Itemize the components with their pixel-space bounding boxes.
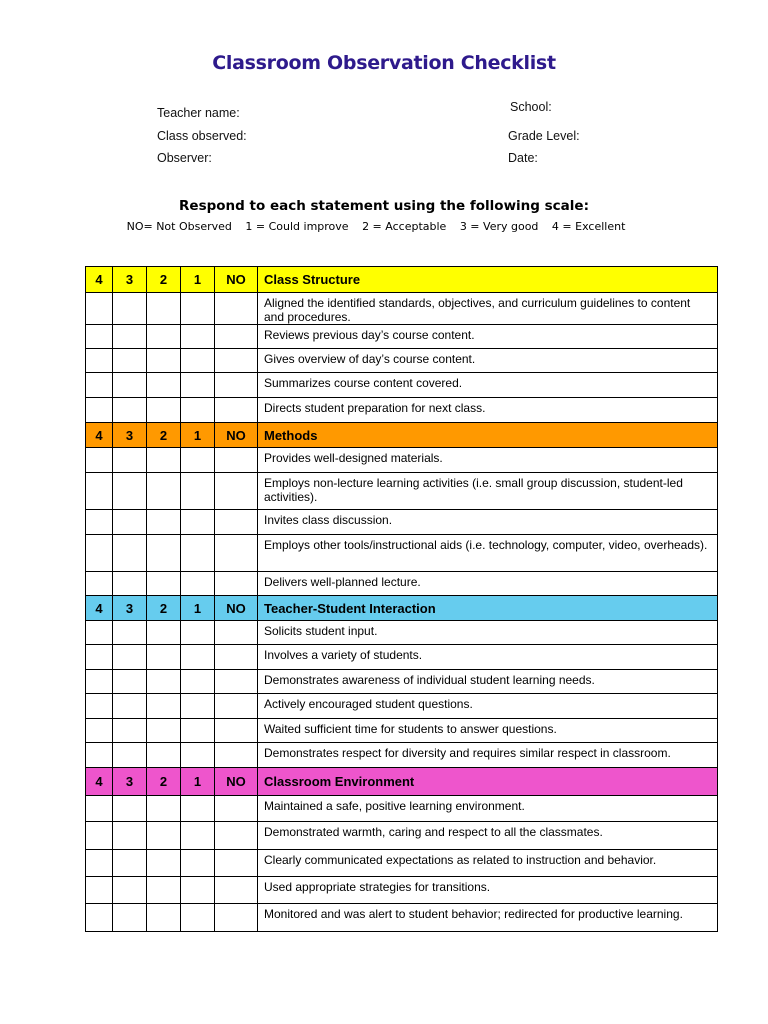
scale-heading: Respond to each statement using the following scale:: [179, 198, 589, 214]
rating-cell[interactable]: [181, 473, 215, 510]
rating-cell[interactable]: [181, 850, 215, 877]
checklist-row: [86, 670, 718, 694]
rating-cell[interactable]: [215, 535, 258, 572]
scale-item: 1 = Could improve: [245, 220, 349, 233]
scale-item: NO= Not Observed: [126, 220, 232, 233]
checklist-statement: Demonstrates respect for diversity and requires similar respect in classroom.: [258, 743, 718, 768]
rating-cell[interactable]: [86, 510, 113, 535]
rating-column-header: NO: [215, 423, 258, 448]
rating-cell[interactable]: [113, 743, 147, 768]
rating-column-header: 4: [86, 768, 113, 796]
section-header-row: [86, 768, 718, 796]
grade-level-label: Grade Level:: [508, 129, 580, 143]
rating-cell[interactable]: [113, 293, 147, 325]
section-header-row: [86, 423, 718, 448]
teacher-name-label: Teacher name:: [157, 106, 240, 120]
checklist-statement: Involves a variety of students.: [258, 645, 718, 670]
rating-cell[interactable]: [113, 645, 147, 670]
rating-cell[interactable]: [147, 510, 181, 535]
rating-cell[interactable]: [147, 398, 181, 423]
rating-cell[interactable]: [181, 621, 215, 645]
rating-cell[interactable]: [86, 621, 113, 645]
rating-cell[interactable]: [86, 325, 113, 349]
observer-label: Observer:: [157, 151, 212, 165]
rating-cell[interactable]: [147, 645, 181, 670]
rating-cell[interactable]: [215, 694, 258, 719]
rating-cell[interactable]: [181, 645, 215, 670]
rating-cell[interactable]: [113, 325, 147, 349]
section-header-row: [86, 596, 718, 621]
rating-cell[interactable]: [113, 719, 147, 743]
checklist-row: [86, 877, 718, 904]
rating-cell[interactable]: [215, 904, 258, 932]
date-label: Date:: [508, 151, 538, 165]
rating-cell[interactable]: [181, 448, 215, 473]
rating-cell[interactable]: [113, 572, 147, 596]
rating-column-header: 1: [181, 596, 215, 621]
rating-cell[interactable]: [113, 473, 147, 510]
rating-cell[interactable]: [181, 796, 215, 822]
rating-cell[interactable]: [215, 796, 258, 822]
rating-cell[interactable]: [181, 373, 215, 398]
section-title: Class Structure: [258, 267, 718, 293]
rating-cell[interactable]: [86, 670, 113, 694]
rating-column-header: 2: [147, 596, 181, 621]
checklist-statement: Demonstrated warmth, caring and respect to all the classmates.: [258, 822, 718, 850]
rating-cell[interactable]: [86, 535, 113, 572]
rating-cell[interactable]: [215, 670, 258, 694]
rating-cell[interactable]: [86, 373, 113, 398]
checklist-statement: Gives overview of day’s course content.: [258, 349, 718, 373]
checklist-statement: Clearly communicated expectations as related to instruction and behavior.: [258, 850, 718, 877]
rating-column-header: 3: [113, 768, 147, 796]
school-label: School:: [510, 100, 552, 114]
rating-column-header: 4: [86, 423, 113, 448]
rating-cell[interactable]: [113, 535, 147, 572]
checklist-row: [86, 325, 718, 349]
checklist-row: [86, 572, 718, 596]
checklist-row: [86, 535, 718, 572]
checklist-statement: Used appropriate strategies for transitions.: [258, 877, 718, 904]
checklist-row: [86, 904, 718, 932]
rating-cell[interactable]: [86, 645, 113, 670]
checklist-row: [86, 510, 718, 535]
checklist-row: [86, 621, 718, 645]
rating-cell[interactable]: [86, 850, 113, 877]
checklist-statement: Employs other tools/instructional aids (i.e. technology, computer, video, overheads).: [258, 535, 718, 572]
rating-cell[interactable]: [181, 398, 215, 423]
scale-item: 3 = Very good: [459, 220, 539, 233]
checklist-statement: Delivers well-planned lecture.: [258, 572, 718, 596]
rating-cell[interactable]: [181, 670, 215, 694]
checklist-statement: Directs student preparation for next class.: [258, 398, 718, 423]
rating-cell[interactable]: [215, 325, 258, 349]
checklist-row: [86, 473, 718, 510]
rating-cell[interactable]: [113, 349, 147, 373]
rating-column-header: 2: [147, 267, 181, 293]
rating-cell[interactable]: [113, 850, 147, 877]
rating-cell[interactable]: [215, 621, 258, 645]
scale-item: 2 = Acceptable: [362, 220, 447, 233]
rating-column-header: 4: [86, 267, 113, 293]
checklist-row: [86, 719, 718, 743]
scale-item: 4 = Excellent: [551, 220, 626, 233]
rating-cell[interactable]: [113, 877, 147, 904]
rating-cell[interactable]: [181, 293, 215, 325]
section-title: Classroom Environment: [258, 768, 718, 796]
rating-column-header: NO: [215, 596, 258, 621]
rating-column-header: 3: [113, 423, 147, 448]
checklist-statement: Employs non-lecture learning activities (i.e. small group discussion, student-led activities).: [258, 473, 718, 510]
rating-cell[interactable]: [113, 621, 147, 645]
rating-cell[interactable]: [215, 373, 258, 398]
rating-cell[interactable]: [181, 349, 215, 373]
rating-cell[interactable]: [86, 904, 113, 932]
rating-cell[interactable]: [147, 877, 181, 904]
rating-cell[interactable]: [86, 349, 113, 373]
rating-cell[interactable]: [181, 719, 215, 743]
rating-cell[interactable]: [215, 850, 258, 877]
rating-cell[interactable]: [113, 904, 147, 932]
rating-cell[interactable]: [86, 796, 113, 822]
rating-column-header: 3: [113, 267, 147, 293]
rating-column-header: 2: [147, 768, 181, 796]
observation-checklist-table: [85, 266, 718, 932]
rating-cell[interactable]: [86, 877, 113, 904]
checklist-row: [86, 448, 718, 473]
rating-cell[interactable]: [181, 535, 215, 572]
rating-cell[interactable]: [215, 293, 258, 325]
checklist-statement: Monitored and was alert to student behavior; redirected for productive learning.: [258, 904, 718, 932]
rating-cell[interactable]: [113, 510, 147, 535]
rating-cell[interactable]: [215, 822, 258, 850]
rating-cell[interactable]: [86, 448, 113, 473]
rating-cell[interactable]: [215, 448, 258, 473]
rating-cell[interactable]: [215, 719, 258, 743]
checklist-statement: Provides well-designed materials.: [258, 448, 718, 473]
section-header-row: [86, 267, 718, 293]
checklist-row: [86, 398, 718, 423]
rating-cell[interactable]: [215, 473, 258, 510]
rating-cell[interactable]: [86, 719, 113, 743]
rating-column-header: 2: [147, 423, 181, 448]
rating-cell[interactable]: [86, 293, 113, 325]
rating-cell[interactable]: [147, 349, 181, 373]
rating-cell[interactable]: [181, 822, 215, 850]
rating-cell[interactable]: [86, 694, 113, 719]
checklist-statement: Waited sufficient time for students to answer questions.: [258, 719, 718, 743]
rating-cell[interactable]: [181, 904, 215, 932]
rating-cell[interactable]: [181, 325, 215, 349]
checklist-row: [86, 349, 718, 373]
checklist-row: [86, 850, 718, 877]
rating-cell[interactable]: [215, 510, 258, 535]
rating-cell[interactable]: [86, 473, 113, 510]
rating-cell[interactable]: [215, 877, 258, 904]
rating-cell[interactable]: [147, 373, 181, 398]
checklist-statement: Solicits student input.: [258, 621, 718, 645]
rating-cell[interactable]: [113, 398, 147, 423]
rating-column-header: 1: [181, 768, 215, 796]
rating-cell[interactable]: [86, 572, 113, 596]
checklist-statement: Maintained a safe, positive learning environment.: [258, 796, 718, 822]
rating-cell[interactable]: [215, 572, 258, 596]
rating-cell[interactable]: [147, 572, 181, 596]
rating-cell[interactable]: [147, 796, 181, 822]
rating-cell[interactable]: [147, 448, 181, 473]
rating-cell[interactable]: [113, 670, 147, 694]
checklist-row: [86, 743, 718, 768]
checklist-row: [86, 796, 718, 822]
rating-cell[interactable]: [113, 448, 147, 473]
rating-cell[interactable]: [215, 645, 258, 670]
checklist-statement: Actively encouraged student questions.: [258, 694, 718, 719]
section-title: Methods: [258, 423, 718, 448]
rating-cell[interactable]: [147, 621, 181, 645]
rating-cell[interactable]: [147, 535, 181, 572]
rating-column-header: 1: [181, 267, 215, 293]
checklist-statement: Demonstrates awareness of individual student learning needs.: [258, 670, 718, 694]
section-title: Teacher-Student Interaction: [258, 596, 718, 621]
rating-cell[interactable]: [147, 670, 181, 694]
rating-cell[interactable]: [215, 398, 258, 423]
rating-cell[interactable]: [147, 473, 181, 510]
checklist-row: [86, 822, 718, 850]
rating-cell[interactable]: [147, 325, 181, 349]
rating-column-header: NO: [215, 768, 258, 796]
rating-cell[interactable]: [147, 822, 181, 850]
rating-cell[interactable]: [113, 694, 147, 719]
rating-cell[interactable]: [181, 743, 215, 768]
rating-cell[interactable]: [181, 877, 215, 904]
rating-cell[interactable]: [181, 510, 215, 535]
rating-column-header: NO: [215, 267, 258, 293]
checklist-statement: Summarizes course content covered.: [258, 373, 718, 398]
class-observed-label: Class observed:: [157, 129, 247, 143]
rating-cell[interactable]: [215, 349, 258, 373]
checklist-statement: Reviews previous day’s course content.: [258, 325, 718, 349]
rating-cell[interactable]: [147, 719, 181, 743]
rating-cell[interactable]: [147, 293, 181, 325]
scale-legend: [0, 220, 752, 233]
rating-cell[interactable]: [86, 398, 113, 423]
checklist-row: [86, 694, 718, 719]
rating-column-header: 1: [181, 423, 215, 448]
checklist-row: [86, 373, 718, 398]
rating-cell[interactable]: [215, 743, 258, 768]
rating-cell[interactable]: [147, 850, 181, 877]
rating-cell[interactable]: [181, 572, 215, 596]
rating-column-header: 4: [86, 596, 113, 621]
checklist-statement: Invites class discussion.: [258, 510, 718, 535]
rating-column-header: 3: [113, 596, 147, 621]
rating-cell[interactable]: [113, 373, 147, 398]
rating-cell[interactable]: [147, 904, 181, 932]
rating-cell[interactable]: [147, 743, 181, 768]
page-title: Classroom Observation Checklist: [212, 52, 556, 74]
rating-cell[interactable]: [86, 822, 113, 850]
rating-cell[interactable]: [113, 822, 147, 850]
checklist-statement: Aligned the identified standards, objectives, and curriculum guidelines to content and procedures.: [258, 293, 718, 325]
checklist-row: [86, 645, 718, 670]
rating-cell[interactable]: [113, 796, 147, 822]
rating-cell[interactable]: [147, 694, 181, 719]
rating-cell[interactable]: [181, 694, 215, 719]
checklist-row: [86, 293, 718, 325]
rating-cell[interactable]: [86, 743, 113, 768]
